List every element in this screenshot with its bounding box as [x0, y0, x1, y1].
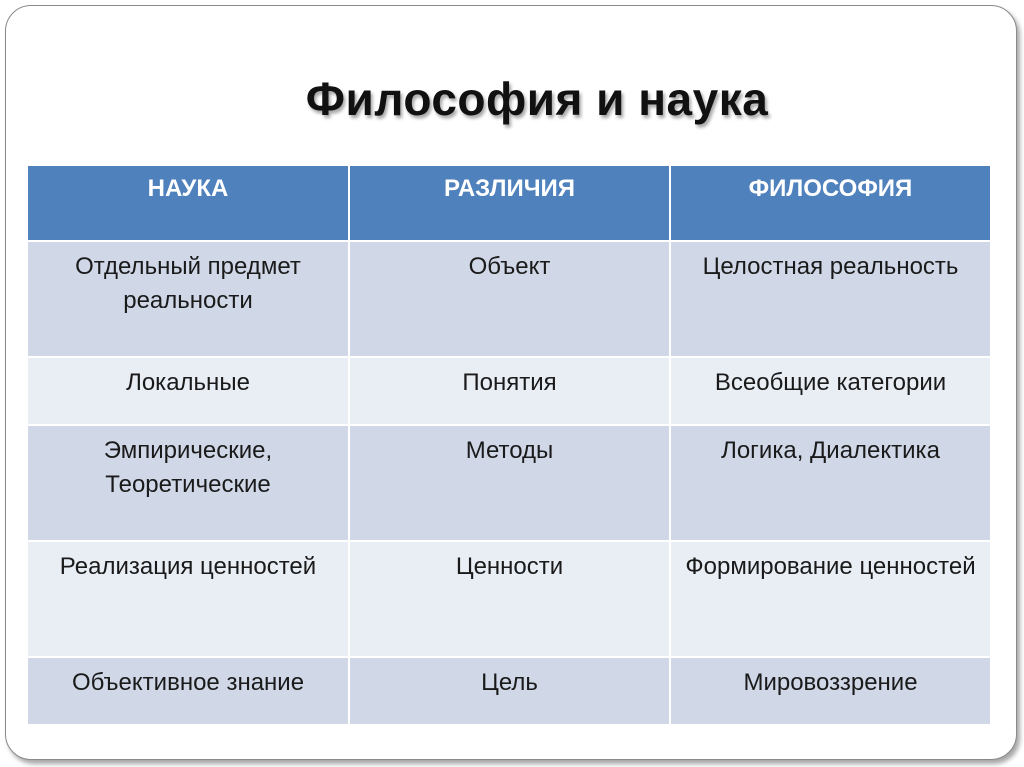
cell-difference: Цель [349, 657, 670, 725]
cell-science: Эмпирические, Теоретические [27, 425, 349, 541]
table-row [27, 425, 991, 541]
cell-difference: Ценности [349, 541, 670, 657]
table-row [27, 357, 991, 425]
cell-science: Реализация ценностей [27, 541, 349, 657]
cell-philosophy: Целостная реальность [670, 241, 991, 357]
cell-philosophy: Логика, Диалектика [670, 425, 991, 541]
cell-philosophy: Формирование ценностей [670, 541, 991, 657]
table-row [27, 657, 991, 725]
table-row [27, 541, 991, 657]
cell-philosophy: Мировоззрение [670, 657, 991, 725]
comparison-table [26, 164, 992, 726]
header-science: НАУКА [27, 165, 349, 241]
header-philosophy: ФИЛОСОФИЯ [670, 165, 991, 241]
cell-science: Объективное знание [27, 657, 349, 725]
cell-science: Локальные [27, 357, 349, 425]
cell-difference: Объект [349, 241, 670, 357]
cell-science: Отдельный предмет реальности [27, 241, 349, 357]
cell-difference: Понятия [349, 357, 670, 425]
slide-title: Философия и наука [305, 73, 769, 125]
cell-difference: Методы [349, 425, 670, 541]
cell-philosophy: Всеобщие категории [670, 357, 991, 425]
table-row [27, 241, 991, 357]
header-differences: РАЗЛИЧИЯ [349, 165, 670, 241]
table-header-row [27, 165, 991, 241]
